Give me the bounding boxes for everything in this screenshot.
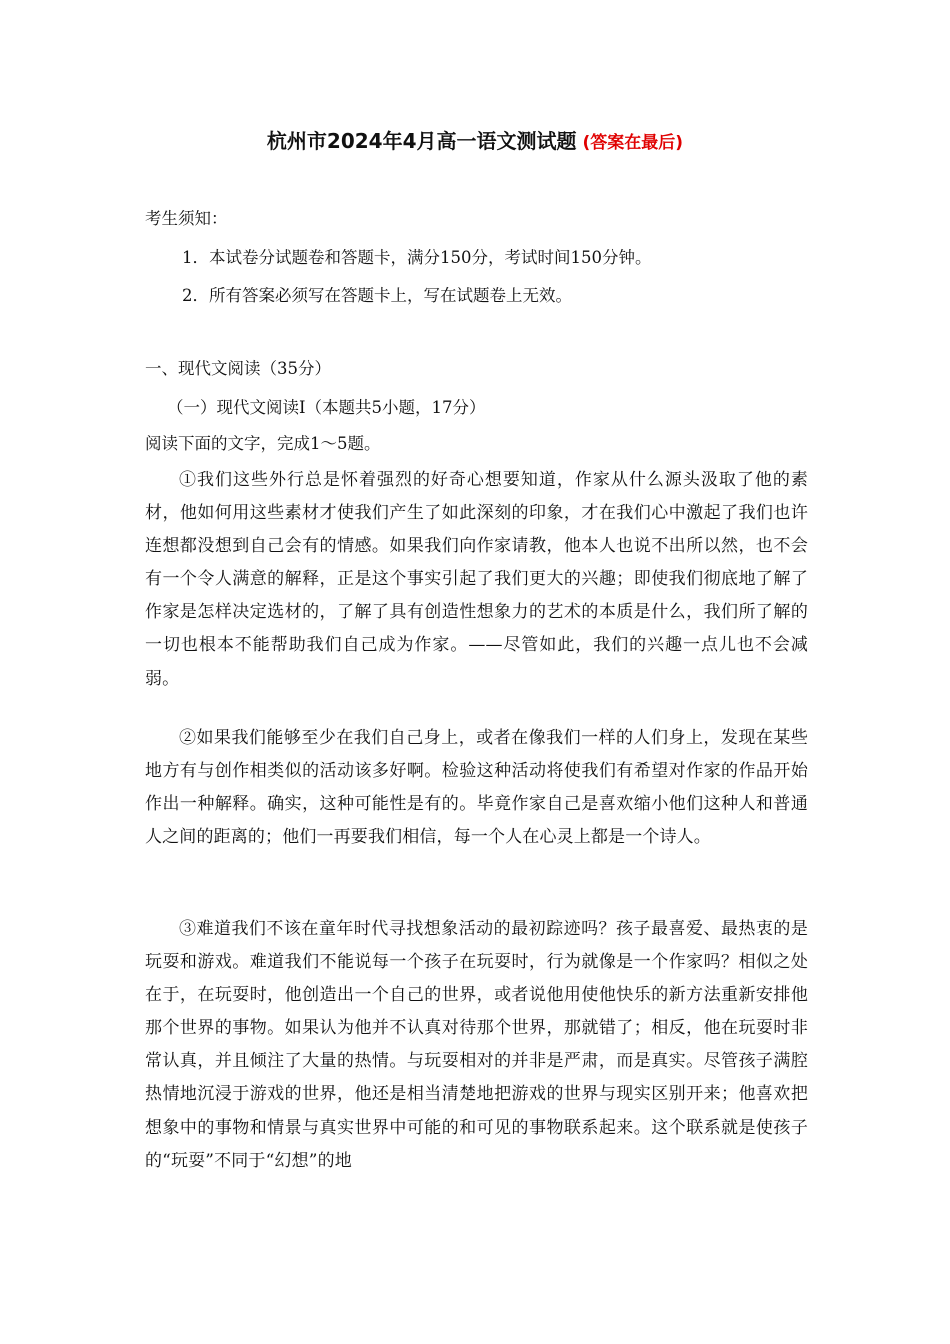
exam-title: [0, 127, 950, 157]
section-heading: 一、现代文阅读（35分）: [145, 359, 331, 378]
reading-instruction: 阅读下面的文字，完成1～5题。: [145, 434, 381, 453]
passage-paragraph-3: ③难道我们不该在童年时代寻找想象活动的最初踪迹吗？孩子最喜爱、最热衷的是玩耍和游戏。难道我们不能说每一个孩子在玩耍时，行为就像是一个作家吗？相似之处在于，在玩耍时，他创造出一个自己的世界，或者说他用使他快乐的新方法重新安排他那个世界的事物。如果认为他并不认真对待那个世界，那就错了；相反，他在玩耍时非常认真，并且倾注了大量的热情。与玩耍相对的并非是严肃，而是真实。尽管孩子满腔热情地沉浸于游戏的世界，他还是相当清楚地把游戏的世界与现实区别开来；他喜欢把想象中的事物和情景与真实世界中可能的和可见的事物联系起来。这个联系就是使孩子的“玩耍”不同于“幻想”的地: [145, 919, 808, 1171]
notice-heading: 考生须知：: [145, 209, 228, 228]
notice-item: 2．所有答案必须写在答题卡上，写在试题卷上无效。: [182, 286, 572, 305]
passage-paragraph-1: ①我们这些外行总是怀着强烈的好奇心想要知道，作家从什么源头汲取了他的素材，他如何用这些素材才使我们产生了如此深刻的印象，才在我们心中激起了我们也许连想都没想到自己会有的情感。如果我们向作家请教，他本人也说不出所以然，也不会有一个令人满意的解释，正是这个事实引起了我们更大的兴趣；即使我们彻底地了解了作家是怎样决定选材的，了解了具有创造性想象力的艺术的本质是什么，我们所了解的一切也根本不能帮助我们自己成为作家。——尽管如此，我们的兴趣一点儿也不会减弱。: [145, 470, 808, 689]
notice-item: 1．本试卷分试题卷和答题卡，满分150分，考试时间150分钟。: [182, 248, 652, 267]
exam-title-text: 杭州市2024年4月高一语文测试题: [266, 129, 577, 153]
answer-note: (答案在最后): [582, 133, 684, 153]
passage-paragraph-2: ②如果我们能够至少在我们自己身上，或者在像我们一样的人们身上，发现在某些地方有与创作相类似的活动该多好啊。检验这种活动将使我们有希望对作家的作品开始作出一种解释。确实，这种可能性是有的。毕竟作家自己是喜欢缩小他们这种人和普通人之间的距离的；他们一再要我们相信，每一个人在心灵上都是一个诗人。: [145, 728, 808, 848]
subsection-heading: （一）现代文阅读Ⅰ（本题共5小题，17分）: [167, 398, 486, 417]
